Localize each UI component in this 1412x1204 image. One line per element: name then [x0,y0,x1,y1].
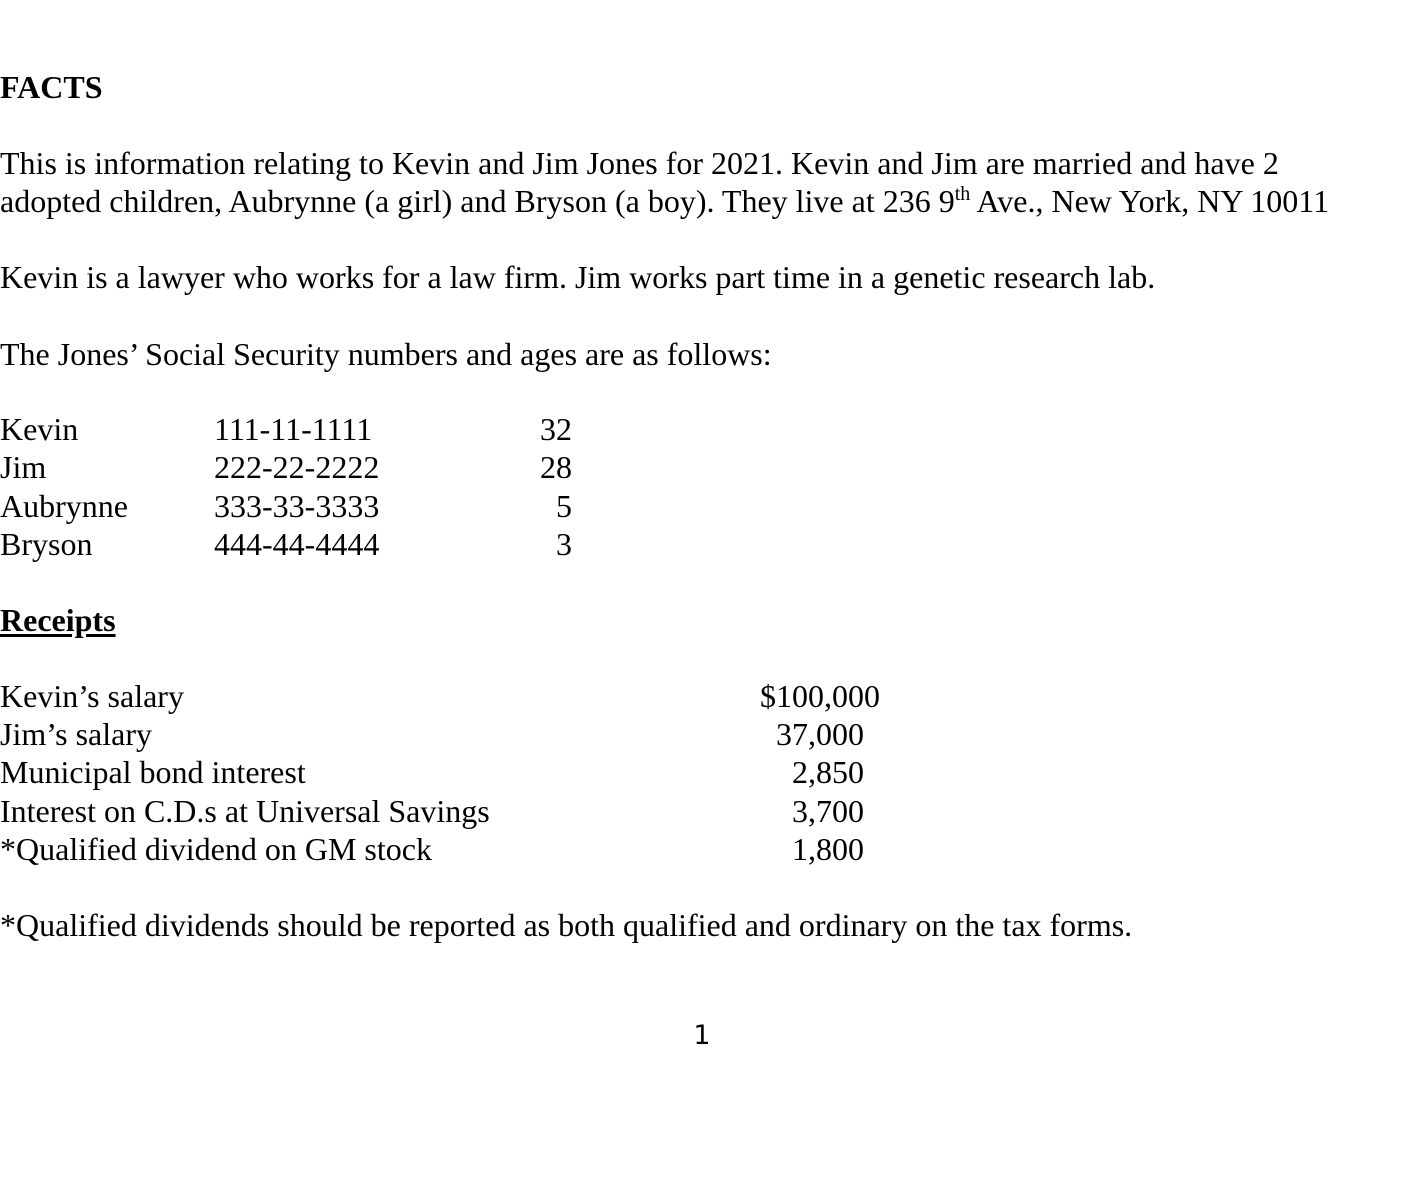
ordinal-suffix: th [954,183,971,205]
receipt-amount: 1,800 [792,830,864,867]
person-ssn: 333-33-3333 [214,487,380,524]
receipts-heading: Receipts [0,602,116,638]
receipt-amount: $100,000 [760,678,880,714]
receipt-label: Interest on C.D.s at Universal Savings [0,792,490,829]
receipt-row [0,753,900,791]
receipt-label: Jim’s salary [0,716,152,753]
ssn-row [0,448,600,486]
receipts-table [0,677,900,868]
qualified-dividends-footnote: *Qualified dividends should be reported as both qualified and ordinary on the tax forms. [0,907,1133,943]
facts-heading: FACTS [0,69,103,105]
person-ssn: 444-44-4444 [214,525,380,562]
receipt-label: Municipal bond interest [0,754,306,791]
person-name: Kevin [0,411,79,447]
person-name: Aubrynne [0,487,128,524]
ssn-row [0,525,600,563]
person-age: 5 [556,487,572,524]
ssn-table [0,410,600,563]
person-ssn: 111-11-1111 [214,411,373,447]
person-age: 28 [540,449,572,486]
receipt-amount: 37,000 [776,716,864,753]
intro-line-2-address: Ave., New York, NY 10011 [970,183,1330,219]
ssn-row [0,410,600,448]
receipt-row [0,715,900,753]
receipt-row [0,677,900,715]
person-name: Jim [0,449,47,486]
receipt-label: Kevin’s salary [0,678,184,714]
occupations-paragraph: Kevin is a lawyer who works for a law firm. Jim works part time in a genetic research lab. [0,259,1156,295]
ssn-intro-paragraph: The Jones’ Social Security numbers and ages are as follows: [0,336,772,372]
person-age: 3 [556,525,572,562]
intro-line-2-text: adopted children, Aubrynne (a girl) and Bryson (a boy). They live at 236 9 [0,183,955,219]
person-ssn: 222-22-2222 [214,449,380,486]
person-age: 32 [540,411,572,447]
page-number: 1 [693,1020,711,1051]
intro-paragraph-line-2 [0,182,1329,225]
intro-paragraph-line-1: This is information relating to Kevin and Jim Jones for 2021. Kevin and Jim are married and have 2 [0,145,1279,181]
receipt-label: *Qualified dividend on GM stock [0,830,432,867]
receipt-row [0,792,900,830]
receipt-amount: 3,700 [792,792,864,829]
person-name: Bryson [0,525,93,562]
receipt-amount: 2,850 [792,754,864,791]
ssn-row [0,487,600,525]
receipt-row [0,830,900,868]
